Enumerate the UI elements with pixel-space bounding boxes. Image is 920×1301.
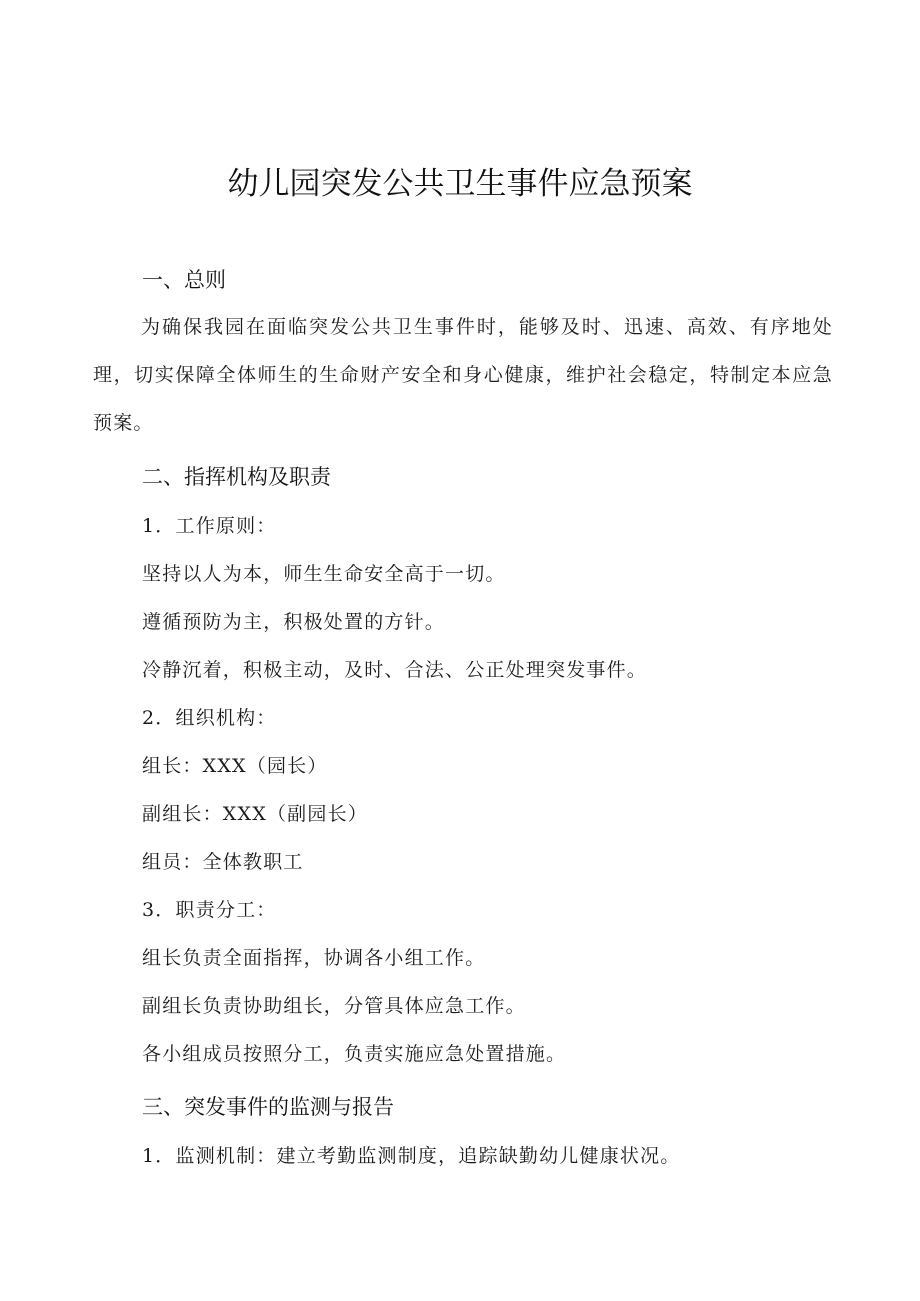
text-line: 组员：全体教职工 xyxy=(142,851,304,873)
document-title: 幼儿园突发公共卫生事件应急预案 xyxy=(227,166,693,202)
text-line: 遵循预防为主，积极处置的方针。 xyxy=(142,611,446,633)
text-line: 冷静沉着，积极主动，及时、合法、公正处理突发事件。 xyxy=(142,659,648,681)
text-line: 副组长：XXX（副园长） xyxy=(142,803,368,825)
text-line: 坚持以人为本，师生生命安全高于一切。 xyxy=(142,563,506,585)
section-heading-general: 一、总则 xyxy=(142,268,226,292)
subheading-organization: 2．组织机构： xyxy=(142,707,277,729)
text-line: 各小组成员按照分工，负责实施应急处置措施。 xyxy=(142,1043,567,1065)
subheading-monitoring-mechanism: 1．监测机制：建立考勤监测制度，追踪缺勤幼儿健康状况。 xyxy=(142,1145,681,1167)
subheading-responsibilities: 3．职责分工： xyxy=(142,899,277,921)
text-line: 组长负责全面指挥，协调各小组工作。 xyxy=(142,947,486,969)
text-line: 副组长负责协助组长，分管具体应急工作。 xyxy=(142,995,526,1017)
section-heading-command: 二、指挥机构及职责 xyxy=(142,465,331,489)
text-line: 组长：XXX（园长） xyxy=(142,755,328,777)
subheading-work-principle: 1．工作原则： xyxy=(142,515,277,537)
section-paragraph-general: 为确保我园在面临突发公共卫生事件时，能够及时、迅速、高效、有序地处理，切实保障全体师生的生命财产安全和身心健康，维护社会稳定，特制定本应急预案。 xyxy=(93,316,833,434)
section-heading-monitoring: 三、突发事件的监测与报告 xyxy=(142,1095,394,1119)
